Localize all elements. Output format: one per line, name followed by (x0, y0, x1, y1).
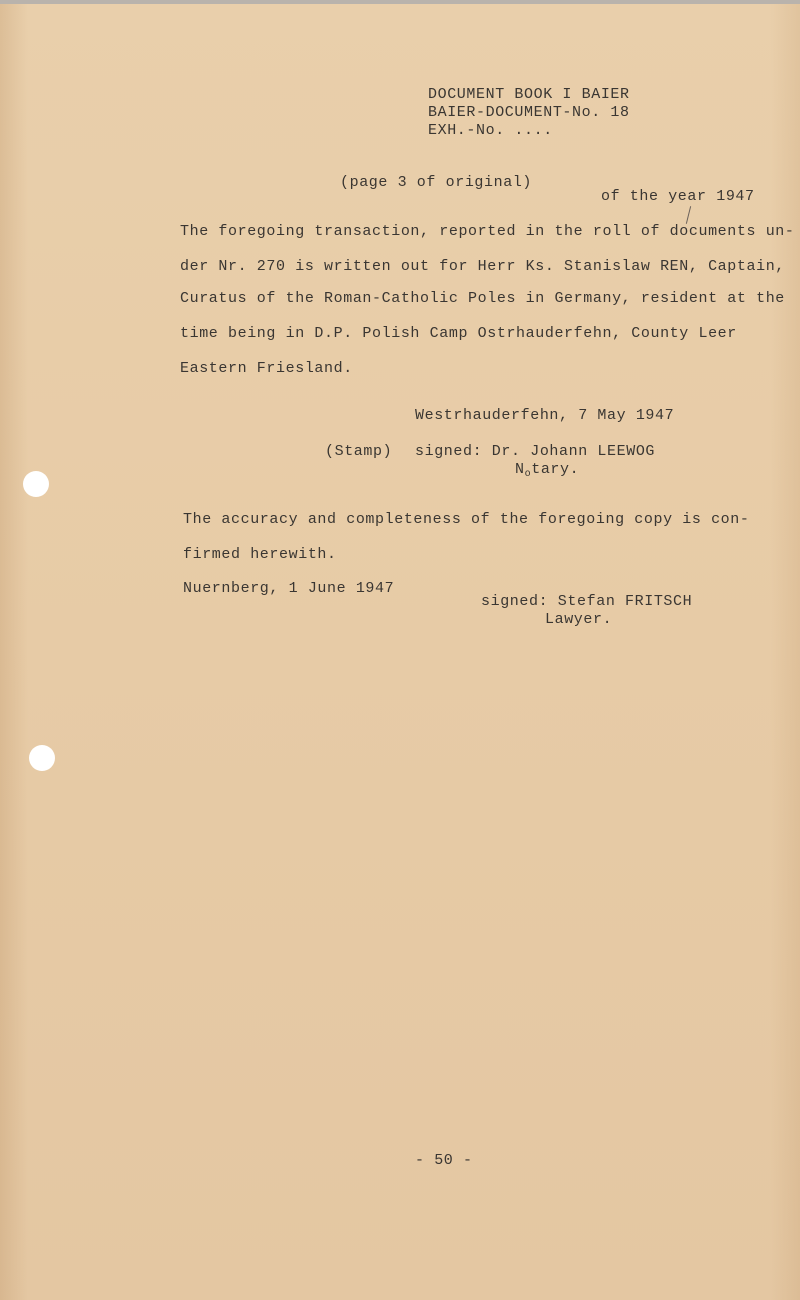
notary-title: $N_otary$. (515, 461, 580, 480)
header-document-number: BAIER-DOCUMENT-No. 18 (428, 104, 630, 121)
place-date-notary: Westrhauderfehn, 7 May 1947 (415, 407, 675, 424)
confirmation-line: firmed herewith. (183, 546, 337, 563)
notary-signature: signed: Dr. Johann LEEWOG (415, 443, 656, 460)
punch-hole (23, 471, 49, 497)
header-document-book: DOCUMENT BOOK I BAIER (428, 86, 630, 103)
body-line: Eastern Friesland. (180, 360, 353, 377)
punch-hole (29, 745, 55, 771)
body-line: der Nr. 270 is written out for Herr Ks. Stanislaw REN, Captain, (180, 258, 785, 275)
header-exhibit-number: EXH.-No. .... (428, 122, 553, 139)
body-line: time being in D.P. Polish Camp Ostrhauderfehn, County Leer (180, 325, 737, 342)
year-note: of the year 1947 (601, 188, 755, 205)
lawyer-signature: signed: Stefan FRITSCH (481, 593, 693, 610)
body-line: The foregoing transaction, reported in the roll of documents un- (180, 223, 795, 240)
page-number: - 50 - (415, 1152, 473, 1169)
scan-edge (0, 0, 800, 4)
stamp-label: (Stamp) (325, 443, 393, 460)
page-reference: (page 3 of original) (340, 174, 533, 191)
body-line: Curatus of the Roman-Catholic Poles in Germany, resident at the (180, 290, 785, 307)
lawyer-title: Lawyer. (545, 611, 613, 628)
ink-mark (686, 206, 691, 224)
confirmation-line: The accuracy and completeness of the foregoing copy is con- (183, 511, 750, 528)
place-date-lawyer: Nuernberg, 1 June 1947 (183, 580, 395, 597)
